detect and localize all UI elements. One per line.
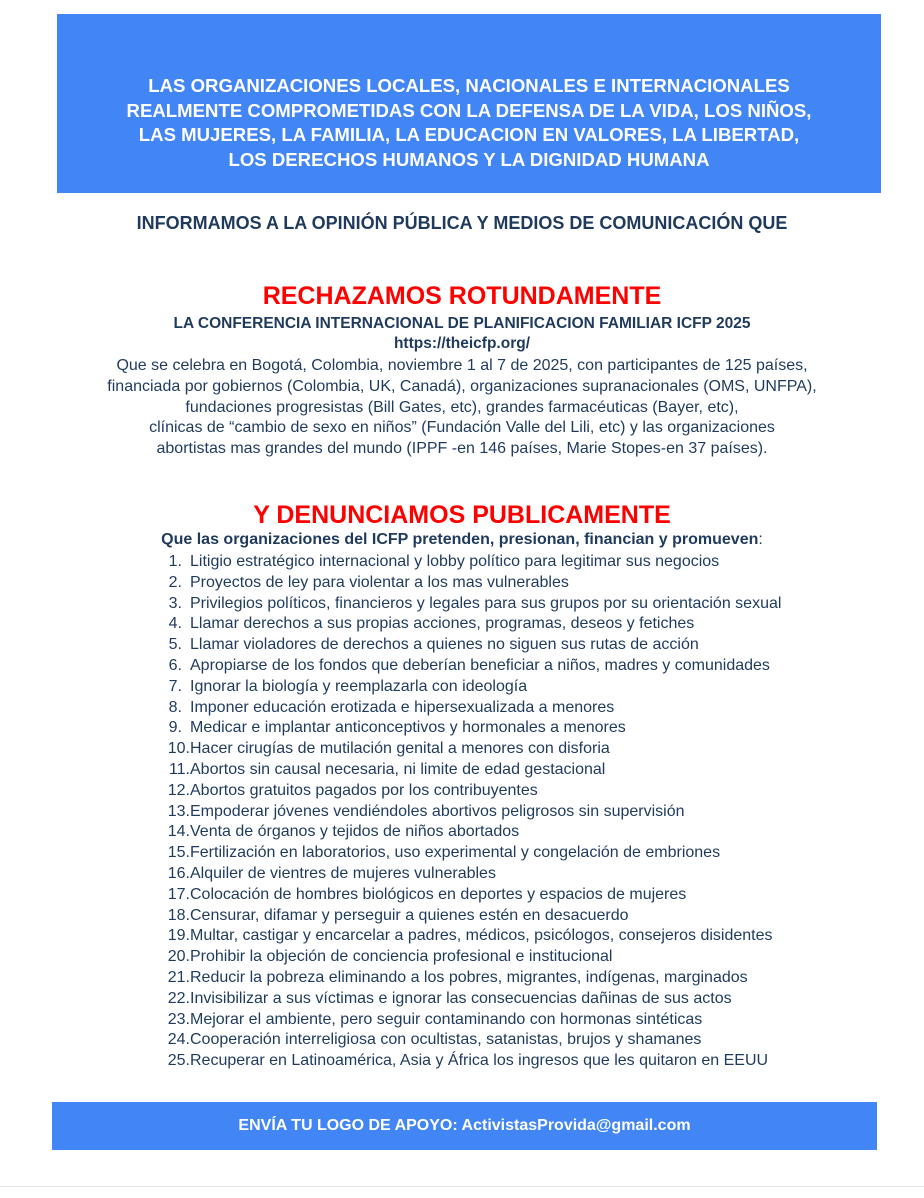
list-item-text: Cooperación interreligiosa con ocultistas, satanistas, brujos y shamanes [190,1031,702,1049]
list-item-number: 19. [167,927,190,945]
list-item-number: 2. [168,573,182,591]
list-item-text: Llamar violadores de derechos a quienes no siguen sus rutas de acción [190,636,699,654]
list-item-number: 8. [168,698,182,716]
list-item-text: Reducir la pobreza eliminando a los pobres, migrantes, indígenas, marginados [190,968,748,986]
list-item-number: 22. [167,989,190,1007]
list-item-text: Colocación de hombres biológicos en deportes y espacios de mujeres [190,885,687,903]
header-line: REALMENTE COMPROMETIDAS CON LA DEFENSA DE LA VIDA, LOS NIÑOS, [126,99,812,121]
list-item-text: Abortos sin causal necesaria, ni limite de edad gestacional [190,760,606,778]
denounce-intro-bold: Que las organizaciones del ICFP pretenden, presionan, financian y promueven [161,531,759,548]
list-item [160,718,781,739]
list-item-number: 16. [167,864,190,882]
denounce-heading: Y DENUNCIAMOS PUBLICAMENTE [253,501,671,529]
header-line: LAS ORGANIZACIONES LOCALES, NACIONALES E INTERNACIONALES [148,75,790,96]
header-banner [57,14,881,193]
list-item-number: 1. [168,553,182,570]
description-line: fundaciones progresistas (Bill Gates, etc), grandes farmacéuticas (Bayer, etc), [185,398,739,416]
list-item-number: 17. [167,885,190,903]
list-item [160,656,781,677]
list-item [160,552,781,573]
list-item [160,573,781,594]
list-item-number: 9. [168,719,182,737]
list-item [160,926,781,947]
list-item [160,1030,781,1051]
conference-description [0,356,924,460]
list-item-number: 21. [167,968,190,986]
list-item-text: Privilegios políticos, financieros y legales para sus grupos por su orientación sexual [190,594,782,612]
list-item-number: 15. [167,844,190,862]
list-item-text: Llamar derechos a sus propias acciones, programas, deseos y fetiches [190,615,695,633]
list-item-number: 23. [167,1010,190,1028]
list-item [160,885,781,906]
list-item-text: Invisibilizar a sus víctimas e ignorar las consecuencias dañinas de sus actos [190,989,732,1007]
list-item-text: Fertilización en laboratorios, uso experimental y congelación de embriones [190,844,721,862]
page-bottom-divider [0,1186,924,1187]
list-item-text: Alquiler de vientres de mujeres vulnerables [190,864,496,882]
footer-banner: ENVÍA TU LOGO DE APOYO: ActivistasProvida@gmail.com [52,1102,877,1150]
denounce-list [160,552,781,1072]
list-item-text: Multar, castigar y encarcelar a padres, médicos, psicólogos, consejeros disidentes [190,927,773,945]
list-item [160,1010,781,1031]
list-item-text: Recuperar en Latinoamérica, Asia y África los ingresos que les quitaron en EEUU [190,1052,769,1070]
list-item-text: Venta de órganos y tejidos de niños abortados [190,823,520,841]
list-item [160,989,781,1010]
list-item-number: 14. [167,823,190,841]
list-item-text: Ignorar la biología y reemplazarla con ideología [190,677,528,695]
list-item [160,947,781,968]
list-item [160,822,781,843]
list-item-number: 11. [168,760,190,778]
description-line: abortistas mas grandes del mundo (IPPF -en 146 países, Marie Stopes-en 37 países). [156,440,768,458]
list-item-text: Proyectos de ley para violentar a los mas vulnerables [190,573,569,591]
list-item-number: 3. [168,594,182,612]
denounce-intro-suffix: : [758,531,763,548]
list-item [160,843,781,864]
list-item-text: Prohibir la objeción de conciencia profesional e institucional [190,948,613,966]
list-item-number: 6. [168,656,182,674]
description-line: clínicas de “cambio de sexo en niños” (Fundación Valle del Lili, etc) y las organizaciones [149,419,775,437]
list-item [160,968,781,989]
list-item-text: Empoderar jóvenes vendiéndoles abortivos peligrosos sin supervisión [190,802,685,820]
header-line: LAS MUJERES, LA FAMILIA, LA EDUCACION EN VALORES, LA LIBERTAD, [138,124,800,146]
list-item [160,614,781,635]
list-item [160,802,781,823]
list-item [160,698,781,719]
list-item-text: Medicar e implantar anticonceptivos y hormonales a menores [190,719,626,737]
list-item [160,635,781,656]
list-item-number: 12. [167,781,190,799]
list-item [160,906,781,927]
list-item [160,864,781,885]
header-line: LOS DERECHOS HUMANOS Y LA DIGNIDAD HUMANA [228,148,710,170]
list-item-text: Litigio estratégico internacional y lobby político para legitimar sus negocios [190,553,720,570]
description-line: Que se celebra en Bogotá, Colombia, noviembre 1 al 7 de 2025, con participantes de 125 países, [116,357,808,374]
list-item-number: 10. [167,740,190,758]
list-item-text: Hacer cirugías de mutilación genital a menores con disforia [190,740,610,758]
list-item [160,760,781,781]
denounce-intro [0,531,924,549]
inform-statement: INFORMAMOS A LA OPINIÓN PÚBLICA Y MEDIOS DE COMUNICACIÓN QUE [136,213,788,233]
list-item-text: Mejorar el ambiente, pero seguir contaminando con hormonas sintéticas [190,1010,703,1028]
description-line: financiada por gobiernos (Colombia, UK, Canadá), organizaciones supranacionales (OMS, UNFPA), [107,377,817,395]
list-item-text: Imponer educación erotizada e hipersexualizada a menores [190,698,615,716]
conference-title: LA CONFERENCIA INTERNACIONAL DE PLANIFICACION FAMILIAR ICFP 2025 [173,315,751,332]
list-item-text: Apropiarse de los fondos que deberían beneficiar a niños, madres y comunidades [190,656,770,674]
list-item-text: Censurar, difamar y perseguir a quienes estén en desacuerdo [190,906,629,924]
list-item-number: 7. [168,677,182,695]
conference-title-block [0,314,924,354]
list-item [160,1051,781,1072]
list-item-number: 13. [167,802,190,820]
list-item-number: 20. [167,948,190,966]
list-item [160,739,781,760]
list-item-number: 5. [168,636,182,654]
list-item-number: 25. [167,1052,190,1070]
list-item [160,594,781,615]
list-item [160,781,781,802]
list-item-number: 24. [167,1031,190,1049]
list-item [160,677,781,698]
list-item-number: 18. [167,906,190,924]
list-item-text: Abortos gratuitos pagados por los contribuyentes [190,781,538,799]
reject-heading: RECHAZAMOS ROTUNDAMENTE [262,282,662,310]
list-item-number: 4. [168,615,182,633]
conference-url: https://theicfp.org/ [393,335,531,352]
